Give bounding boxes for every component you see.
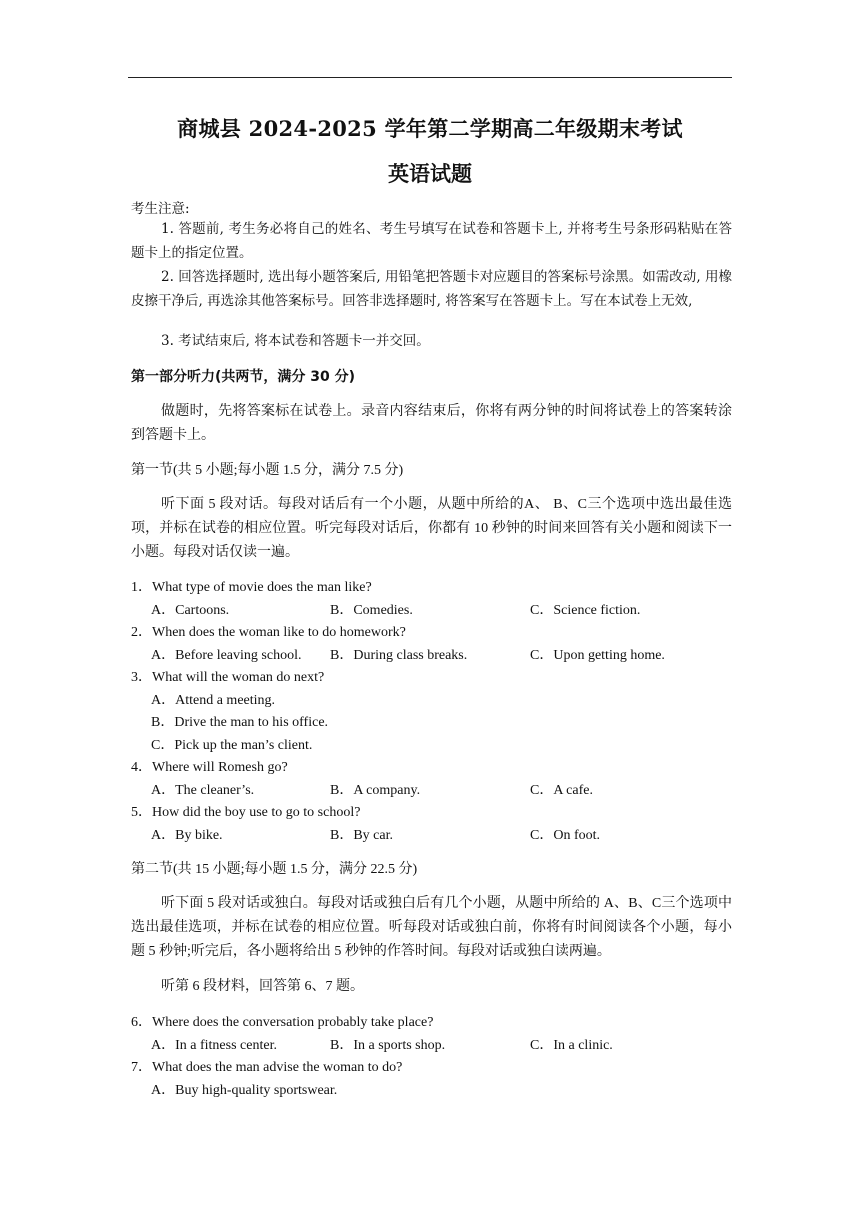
question-2: 2．When does the woman like to do homework? [131,625,406,640]
question-7: 7．What does the man advise the woman to do? [131,1060,403,1075]
notice-item-3: 3. 考试结束后, 将本试卷和答题卡一并交回。 [161,333,430,349]
q5-option-a: A．By bike. [151,828,223,843]
q7-option-a: A．Buy high-quality sportswear. [151,1083,338,1098]
q3-option-b: B．Drive the man to his office. [151,715,329,730]
q6-option-a: A．In a fitness center. [151,1038,277,1053]
question-5: 5．How did the boy use to go to school? [131,805,361,820]
question-4: 4．Where will Romesh go? [131,760,288,775]
section2-heading: 第二节(共 15 小题;每小题 1.5 分，满分 22.5 分) [131,862,418,877]
q1-option-b: B．Comedies. [330,603,413,618]
question-6: 6．Where does the conversation probably take place? [131,1015,434,1030]
section1-heading: 第一节(共 5 小题;每小题 1.5 分，满分 7.5 分) [131,463,404,478]
q3-option-c: C．Pick up the man’s client. [151,738,313,753]
q1-option-a: A．Cartoons. [151,603,230,618]
question-1: 1．What type of movie does the man like? [131,580,372,595]
q2-option-b: B．During class breaks. [330,648,468,663]
q1-option-c: C．Science fiction. [530,603,641,618]
exam-subtitle: 英语试题 [388,161,472,186]
q4-option-c: C．A cafe. [530,783,593,798]
q6-option-b: B．In a sports shop. [330,1038,446,1053]
section2-instructions: 听下面 5 段对话或独白。每段对话或独白后有几个小题，从题中所给的 A、B、C三个选项中选出最佳选项，并标在试卷的相应位置。听每段对话或独白前，你将有时间阅读各个小题，每小题 5 秒钟;听完后，各小题将给出 5 秒钟的作答时间。每段对话或独白读两遍。 [131,896,732,959]
notice-item-2: 2. 回答选择题时, 选出每小题答案后, 用铅笔把答题卡对应题目的答案标号涂黑。如需改动, 用橡皮擦干净后, 再选涂其他答案标号。回答非选择题时, 将答案写在答题卡上。写在本试卷上无效, [131,269,732,309]
exam-title: 商城县 2024-2025 学年第二学期高二年级期末考试 [177,116,683,141]
q4-option-a: A．The cleaner’s. [151,783,255,798]
top-rule [128,77,732,78]
q5-option-b: B．By car. [330,828,393,843]
q2-option-a: A．Before leaving school. [151,648,302,663]
notice-heading: 考生注意: [131,201,190,217]
q4-option-b: B．A company. [330,783,421,798]
question-3: 3．What will the woman do next? [131,670,325,685]
part1-intro: 做题时，先将答案标在试卷上。录音内容结束后，你将有两分钟的时间将试卷上的答案转涂到答题卡上。 [131,404,732,443]
q6-option-c: C．In a clinic. [530,1038,613,1053]
q5-option-c: C．On foot. [530,828,600,843]
part1-heading: 第一部分听力(共两节，满分 30 分) [131,369,356,385]
section1-instructions: 听下面 5 段对话。每段对话后有一个小题，从题中所给的A、 B、C三个选项中选出最佳选项，并标在试卷的相应位置。听完每段对话后，你都有 10 秒钟的时间来回答有关小题和阅读下一小题。每段对话仅读一遍。 [131,497,732,560]
notice-item-1: 1. 答题前, 考生务必将自己的姓名、考生号填写在试卷和答题卡上, 并将考生号条形码粘贴在答题卡上的指定位置。 [131,221,732,261]
q2-option-c: C．Upon getting home. [530,648,665,663]
q3-option-a: A．Attend a meeting. [151,693,276,708]
material-note: 听第 6 段材料，回答第 6、7 题。 [161,979,364,994]
